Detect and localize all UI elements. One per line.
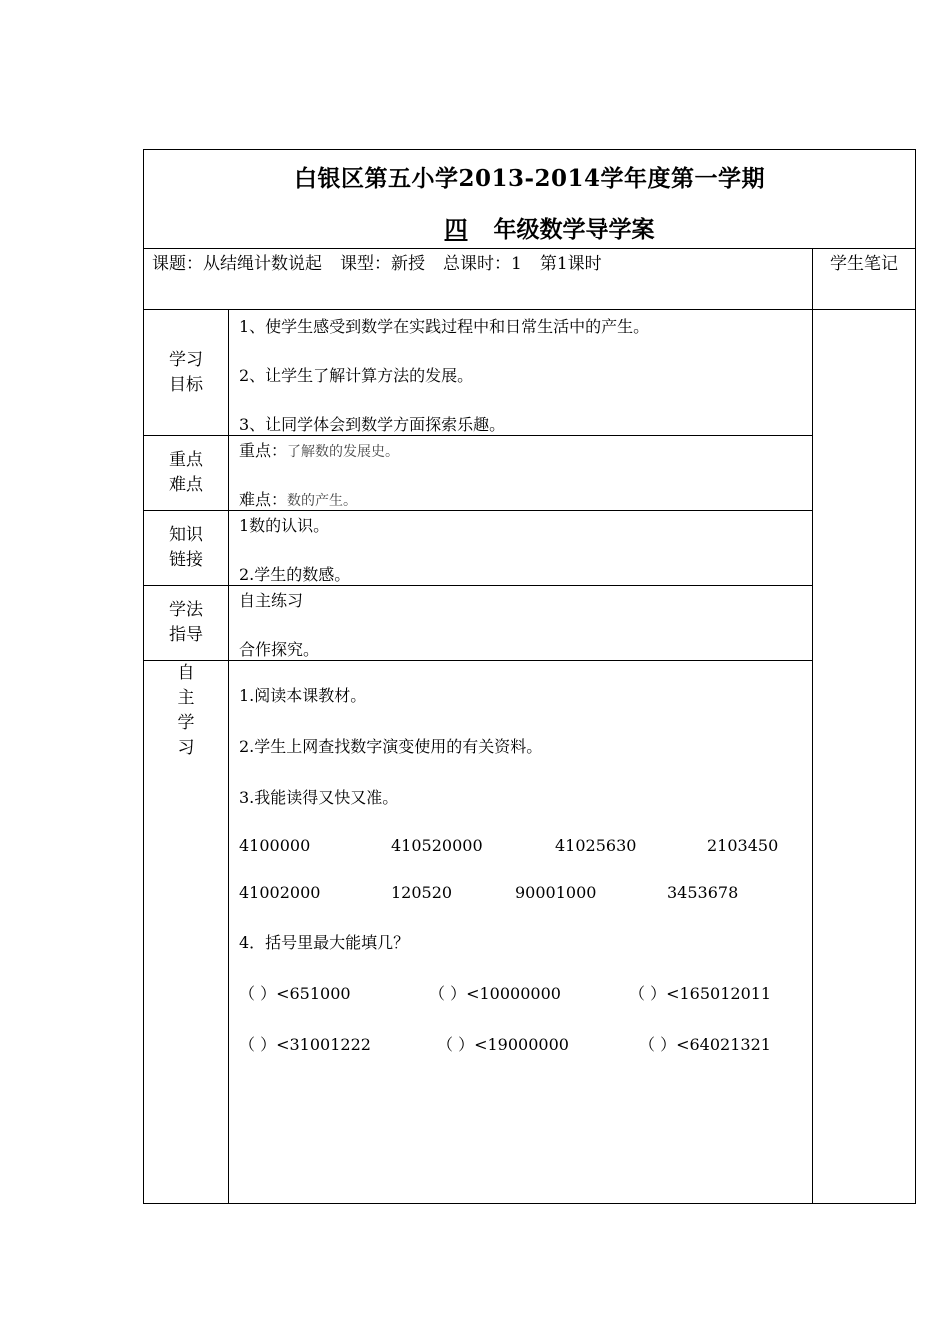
method-item: 合作探究。 xyxy=(239,640,320,659)
document-title-suffix: 年级数学导学案 xyxy=(493,216,655,243)
student-notes-area[interactable] xyxy=(813,310,916,1204)
number-reading-row: 4100000 410520000 41025630 2103450 xyxy=(239,836,779,855)
method-item: 自主练习 xyxy=(239,591,304,610)
lesson-info xyxy=(144,249,813,310)
goal-item: 2、让学生了解计算方法的发展。 xyxy=(239,366,474,385)
self-study-item: 2.学生上网查找数字演变使用的有关资料。 xyxy=(239,737,543,756)
grade-blank: 四 xyxy=(444,216,468,243)
lesson-type: 课型：新授 xyxy=(340,254,425,274)
self-study-item: 1.阅读本课教材。 xyxy=(239,686,367,705)
document-title xyxy=(144,211,915,244)
difficulty-text: 数的产生。 xyxy=(287,493,358,509)
goal-item: 1、使学生感受到数学在实践过程中和日常生活中的产生。 xyxy=(239,317,650,336)
lesson-number: 第1课时 xyxy=(539,254,602,274)
lesson-plan-sheet xyxy=(143,149,915,1205)
lesson-topic: 课题：从结绳计数说起 xyxy=(152,254,322,274)
goal-item: 3、让同学体会到数学方面探索乐趣。 xyxy=(239,415,506,434)
student-notes-header: 学生笔记 xyxy=(813,249,916,310)
knowledge-label: 知识 链接 xyxy=(144,511,229,586)
self-study-label: 自 主 学 习 xyxy=(144,661,229,1204)
lesson-plan-table xyxy=(143,149,916,1204)
knowledge-content xyxy=(229,511,813,586)
school-title: 白银区第五小学2013-2014学年度第一学期 xyxy=(293,165,766,192)
method-label: 学法 指导 xyxy=(144,586,229,661)
self-study-item: 3.我能读得又快又准。 xyxy=(239,788,399,807)
key-point-text: 了解数的发展史。 xyxy=(287,444,400,460)
difficulty-prefix: 难点： xyxy=(239,490,288,509)
number-reading-row: 41002000 120520 90001000 3453678 xyxy=(239,883,739,902)
knowledge-item: 2.学生的数感。 xyxy=(239,565,351,584)
self-study-item: 4．括号里最大能填几？ xyxy=(239,933,410,952)
goals-label: 学习 目标 xyxy=(144,310,229,436)
self-study-content xyxy=(229,661,813,1204)
key-points-label: 重点 难点 xyxy=(144,436,229,511)
title-cell xyxy=(144,150,916,249)
bracket-exercise-row: （ ）<31001222 （ ）<19000000 （ ）<64021321 xyxy=(239,1035,771,1054)
goals-content xyxy=(229,310,813,436)
key-points-content xyxy=(229,436,813,511)
bracket-exercise-row: （ ）<651000 （ ）<10000000 （ ）<165012011 xyxy=(239,984,772,1003)
lesson-total-hours: 总课时：1 xyxy=(443,254,522,274)
method-content xyxy=(229,586,813,661)
knowledge-item: 1数的认识。 xyxy=(239,516,330,535)
key-point-prefix: 重点： xyxy=(239,441,288,460)
